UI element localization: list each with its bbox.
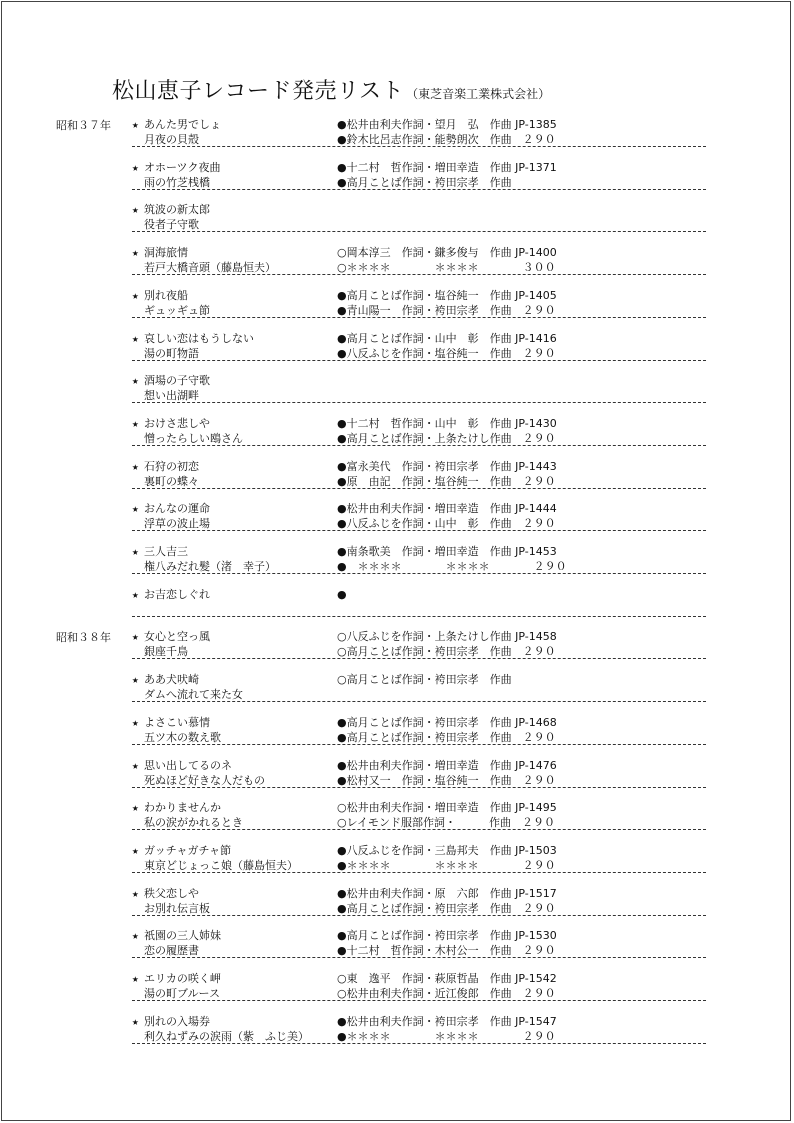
b-side-title: 権八みだれ髪（渚 幸子） [144,560,276,573]
a-side-line [132,587,347,602]
star-icon: ★ [132,886,139,900]
a-side-credit: ●松井由利夫作詞・望月 弘 作曲 JP-1385 [337,118,557,131]
release-entry [132,587,706,617]
a-side-credit: ●八反ふじを作詞・三島邦夫 作曲 JP-1503 [337,843,557,857]
b-side-title: 私の涙がかれるとき [144,816,243,830]
b-side-title: 月夜の貝殻 [144,133,199,146]
b-side-line [132,516,706,531]
b-side-line [132,474,706,489]
title-main: 松山恵子レコード発売リスト [112,79,405,104]
a-side-line [132,202,210,217]
a-side-title: 酒場の子守歌 [144,374,210,388]
star-icon: ★ [132,1014,139,1028]
release-entry [132,715,706,745]
a-side-credit: ○岡本淳三 作詞・鎌多俊与 作曲 JP-1400 [337,246,557,260]
release-entry [132,971,706,1001]
b-side-line [132,901,706,916]
a-side-line [132,117,557,132]
a-side-title: 女心と空っ風 [144,630,210,644]
a-side-credit: ○東 逸平 作詞・萩原哲晶 作曲 JP-1542 [337,972,557,985]
a-side-credit: ●十二村 哲作詞・増田幸造 作曲 JP-1371 [337,160,557,174]
release-entry [132,1014,706,1044]
a-side-line [132,843,557,858]
a-side-line [132,288,557,303]
a-side-credit: ●富永美代 作詞・袴田宗孝 作曲 JP-1443 [337,459,557,473]
b-side-title: 若戸大橋音頭（藤島恒夫） [144,261,276,275]
b-side-credit: ●十二村 哲作詞・木村公一 作曲 ２９０ [337,944,556,958]
b-side-title: ダムへ流れて来た女 [144,688,243,702]
b-side-credit: ●原 由記 作詞・塩谷純一 作曲 ２９０ [337,474,556,488]
star-icon: ★ [132,160,139,174]
a-side-line [132,715,557,730]
b-side-credit: ● ＊＊＊＊ ＊＊＊＊ ２９０ [337,560,567,573]
b-side-title: 役者子守歌 [144,218,199,232]
a-side-title: 三人吉三 [144,545,188,558]
b-side-line [132,815,706,830]
a-side-line [132,373,210,388]
star-icon: ★ [132,929,139,943]
star-icon: ★ [132,502,139,516]
b-side-line [132,858,706,873]
year-label: 昭和３８年 [56,631,111,645]
a-side-title: ガッチャガチャ節 [144,843,232,857]
b-side-credit: ●高月ことば作詞・袴田宗孝 作曲 ２９０ [337,901,556,915]
b-side-line [132,303,706,318]
star-icon: ★ [132,118,139,131]
release-entry [132,245,706,275]
b-side-title: 浮草の波止場 [144,517,210,531]
b-side-title: お別れ伝言板 [144,901,210,915]
b-side-title: 死ぬほど好きな人だもの [144,773,265,787]
b-side-line [132,217,706,232]
release-entry [132,117,706,147]
a-side-title: 祇園の三人姉妹 [144,929,221,943]
b-side-line [132,943,706,958]
b-side-line [132,773,706,788]
a-side-line [132,758,557,773]
a-side-title: おけさ悲しや [144,416,210,430]
b-side-line [132,132,706,147]
b-side-title: 想い出湖畔 [144,389,199,403]
a-side-title: 思い出してるのネ [144,758,232,772]
a-side-line [132,928,557,943]
a-side-title: エリカの咲く岬 [144,972,221,985]
a-side-line [132,331,557,346]
year-label: 昭和３７年 [56,119,111,132]
a-side-line [132,459,557,474]
star-icon: ★ [132,416,139,430]
release-entry [132,758,706,788]
release-entry [132,672,706,702]
a-side-credit: ●松井由利夫作詞・原 六郎 作曲 JP-1517 [337,886,557,900]
b-side-credit: ●青山陽一 作詞・袴田宗孝 作曲 ２９０ [337,303,556,317]
a-side-title: 洞海旅情 [144,246,188,260]
release-entry [132,800,706,830]
release-entry [132,544,706,574]
publisher-label: （東芝音楽工業株式会社） [406,87,551,101]
a-side-credit: ○八反ふじを作詞・上条たけし作曲 JP-1458 [337,630,557,644]
b-side-credit: ●松村又一 作詞・塩谷純一 作曲 ２９０ [337,773,556,787]
a-side-title: 別れ夜船 [144,288,188,302]
b-side-credit: ●鈴木比呂志作詞・能勢朗次 作曲 ２９０ [337,133,556,146]
page-title [112,74,550,105]
b-side-line [132,346,706,361]
a-side-line [132,160,557,175]
a-side-line [132,672,512,687]
a-side-credit: ●松井由利夫作詞・袴田宗孝 作曲 JP-1547 [337,1014,557,1028]
a-side-credit: ○松井由利夫作詞・増田幸造 作曲 JP-1495 [337,801,557,815]
b-side-line [132,730,706,745]
b-side-credit: ●八反ふじを作詞・山中 彰 作曲 ２９０ [337,517,556,531]
b-side-title: 銀座千鳥 [144,645,188,659]
release-entry [132,331,706,361]
a-side-credit: ●高月ことば作詞・塩谷純一 作曲 JP-1405 [337,288,557,302]
a-side-credit: ●南条歌美 作詞・増田幸造 作曲 JP-1453 [337,545,557,558]
a-side-credit: ●松井由利夫作詞・増田幸造 作曲 JP-1444 [337,502,557,516]
b-side-title: ギュッギュ節 [144,303,210,317]
star-icon: ★ [132,715,139,729]
release-entry [132,288,706,318]
a-side-title: 哀しい恋はもうしない [144,331,254,345]
b-side-line [132,644,706,659]
a-side-title: あんた男でしょ [144,118,221,131]
b-side-credit: ○レイモンド服部作詞・ 作曲 ２９０ [337,816,556,830]
b-side-credit: ○＊＊＊＊ ＊＊＊＊ ３００ [337,261,556,275]
a-side-title: おんなの運命 [144,502,210,516]
b-side-credit: ○松井由利夫作詞・近江俊郎 作曲 ２９０ [337,987,556,1000]
release-entry [132,160,706,190]
release-entry [132,459,706,489]
star-icon: ★ [132,972,139,985]
star-icon: ★ [132,374,139,388]
b-side-line [132,1029,706,1044]
b-side-line [132,260,706,275]
release-entry [132,629,706,659]
b-side-title: 湯の町ブルース [144,987,221,1000]
b-side-line [132,602,706,617]
b-side-title: 湯の町物語 [144,346,199,360]
b-side-credit: ●高月ことば作詞・上条たけし作曲 ２９０ [337,431,556,445]
release-entry [132,928,706,958]
a-side-credit: ●松井由利夫作詞・増田幸造 作曲 JP-1476 [337,758,557,772]
a-side-credit: ○高月ことば作詞・袴田宗孝 作曲 [337,673,512,687]
release-entry [132,202,706,232]
b-side-credit: ●高月ことば作詞・袴田宗孝 作曲 ２９０ [337,730,556,744]
a-side-line [132,501,557,516]
b-side-title: 雨の竹芝桟橋 [144,175,210,189]
b-side-line [132,559,706,574]
a-side-credit: ●十二村 哲作詞・山中 彰 作曲 JP-1430 [337,416,557,430]
a-side-title: 筑波の新太郎 [144,203,210,217]
a-side-line [132,1014,557,1029]
a-side-title: わかりませんか [144,801,221,815]
b-side-credit: ●＊＊＊＊ ＊＊＊＊ ２９０ [337,858,556,872]
a-side-line [132,800,557,815]
a-side-line [132,629,557,644]
star-icon: ★ [132,288,139,302]
star-icon: ★ [132,630,139,644]
star-icon: ★ [132,843,139,857]
star-icon: ★ [132,331,139,345]
star-icon: ★ [132,587,139,601]
b-side-credit: ●高月ことば作詞・袴田宗孝 作曲 [337,175,512,189]
b-side-title: 恋の履歴書 [144,944,199,958]
star-icon: ★ [132,673,139,687]
release-entry [132,501,706,531]
b-side-title: 憎ったらしい鴎さん [144,431,243,445]
star-icon: ★ [132,801,139,815]
b-side-title: 五ツ木の数え歌 [144,730,221,744]
star-icon: ★ [132,203,139,217]
a-side-line [132,886,557,901]
b-side-line [132,986,706,1001]
release-entry [132,843,706,873]
a-side-title: 石狩の初恋 [144,459,199,473]
b-side-credit: ●＊＊＊＊ ＊＊＊＊ ２９０ [337,1029,556,1043]
b-side-title: 利久ねずみの涙雨（紫 ふじ美） [144,1029,309,1043]
b-side-line [132,687,706,702]
a-side-title: お吉恋しぐれ [144,587,210,601]
a-side-title: 秩父恋しや [144,886,199,900]
b-side-line [132,388,706,403]
star-icon: ★ [132,758,139,772]
a-side-title: よさこい慕情 [144,715,210,729]
b-side-title: 裏町の蝶々 [144,474,199,488]
b-side-title: 東京どじょっこ娘（藤島恒夫） [144,858,298,872]
release-entry [132,416,706,446]
a-side-credit: ●高月ことば作詞・袴田宗孝 作曲 JP-1530 [337,929,557,943]
b-side-line [132,431,706,446]
a-side-line [132,245,557,260]
b-side-credit: ○高月ことば作詞・袴田宗孝 作曲 ２９０ [337,645,556,659]
star-icon: ★ [132,545,139,558]
a-side-line [132,971,557,986]
a-side-title: ああ犬吠崎 [144,673,199,687]
release-entry [132,886,706,916]
a-side-credit: ● [337,587,347,601]
a-side-credit: ●高月ことば作詞・山中 彰 作曲 JP-1416 [337,331,557,345]
star-icon: ★ [132,246,139,260]
a-side-title: オホーツク夜曲 [144,160,221,174]
release-entry [132,373,706,403]
b-side-credit: ●八反ふじを作詞・塩谷純一 作曲 ２９０ [337,346,556,360]
star-icon: ★ [132,459,139,473]
a-side-line [132,544,557,559]
b-side-line [132,175,706,190]
a-side-line [132,416,557,431]
a-side-credit: ●高月ことば作詞・袴田宗孝 作曲 JP-1468 [337,715,557,729]
a-side-title: 別れの入場券 [144,1014,210,1028]
